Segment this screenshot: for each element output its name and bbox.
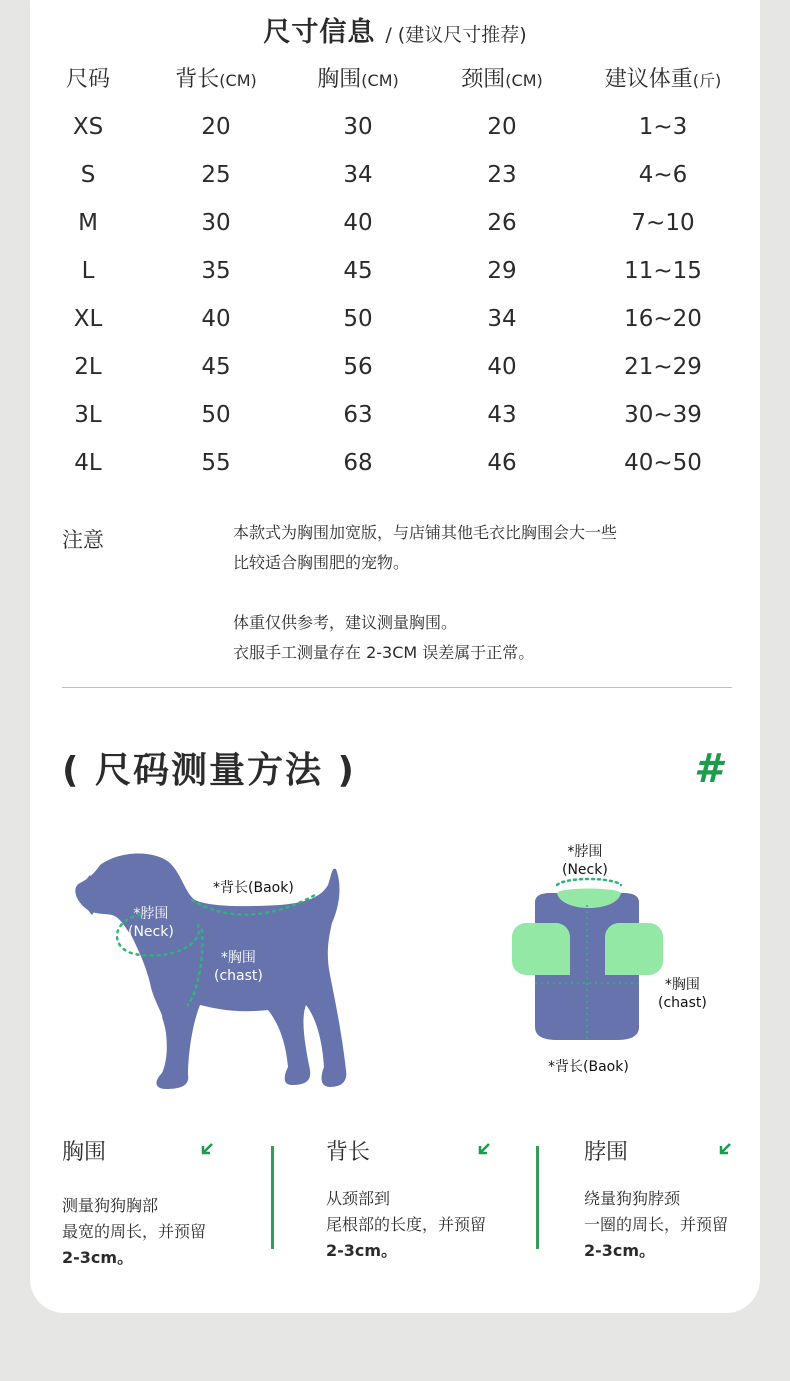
cell-neck: 29 [487, 258, 517, 284]
header-neck: 颈围(CM) [461, 67, 543, 92]
dog-label-back: *背长(Baok) [213, 880, 294, 896]
header-size: 尺码 [65, 67, 111, 92]
note-label: 注意 [62, 528, 104, 552]
cell-back: 55 [201, 450, 231, 476]
info-text-back: 从颈部到 尾根部的长度，并预留 2-3cm。 [326, 1189, 487, 1260]
cell-chest: 68 [343, 450, 373, 476]
cell-back: 40 [201, 306, 231, 332]
cell-weight: 21~29 [624, 354, 702, 380]
size-table-header [0, 62, 790, 102]
note-line: 本款式为胸围加宽版，与店铺其他毛衣比胸围会大一些 [233, 523, 618, 542]
cell-back: 20 [201, 114, 231, 140]
cell-weight: 16~20 [624, 306, 702, 332]
dog-label-chest: *胸围 (chast) [214, 950, 263, 984]
header-back-length: 背长(CM) [175, 67, 257, 92]
table-row [0, 450, 790, 490]
title-sub: / (建议尺寸推荐) [385, 24, 527, 46]
note-line: 衣服手工测量存在 2-3CM 误差属于正常。 [233, 643, 535, 662]
table-row [0, 114, 790, 154]
cell-chest: 30 [343, 114, 373, 140]
cell-neck: 23 [487, 162, 517, 188]
cell-chest: 34 [343, 162, 373, 188]
cell-size: 2L [74, 354, 102, 380]
cell-back: 30 [201, 210, 231, 236]
info-title-back: 背长 [326, 1140, 371, 1165]
cell-size: 3L [74, 402, 102, 428]
header-weight: 建议体重(斤) [604, 67, 722, 92]
cell-chest: 56 [343, 354, 373, 380]
cell-neck: 46 [487, 450, 517, 476]
note-line: 比较适合胸围肥的宠物。 [233, 553, 410, 572]
vest-label-neck: *脖围 (Neck) [562, 844, 608, 878]
page-title [0, 10, 790, 49]
cell-chest: 63 [343, 402, 373, 428]
table-row [0, 354, 790, 394]
cell-size: L [81, 258, 95, 284]
table-row [0, 210, 790, 250]
cell-neck: 26 [487, 210, 517, 236]
cell-size: XL [73, 306, 103, 332]
table-row [0, 402, 790, 442]
cell-chest: 50 [343, 306, 373, 332]
cell-chest: 40 [343, 210, 373, 236]
cell-chest: 45 [343, 258, 373, 284]
cell-back: 50 [201, 402, 231, 428]
cell-neck: 40 [487, 354, 517, 380]
hash-icon: # [694, 746, 722, 792]
arrow-down-left-icon [718, 1142, 732, 1156]
cell-back: 25 [201, 162, 231, 188]
cell-neck: 20 [487, 114, 517, 140]
info-title-chest: 胸围 [62, 1140, 107, 1165]
method-title: ( 尺码测量方法 ) [62, 750, 356, 791]
column-divider [271, 1146, 274, 1249]
table-row [0, 162, 790, 202]
cell-weight: 1~3 [638, 114, 688, 140]
cell-back: 45 [201, 354, 231, 380]
vest-label-back: *背长(Baok) [548, 1059, 629, 1075]
table-row [0, 306, 790, 346]
section-divider [62, 687, 732, 688]
dog-label-neck: *脖围 (Neck) [128, 906, 174, 940]
cell-weight: 4~6 [638, 162, 688, 188]
table-row [0, 258, 790, 298]
cell-weight: 30~39 [624, 402, 702, 428]
arrow-down-left-icon [477, 1142, 491, 1156]
cell-neck: 43 [487, 402, 517, 428]
cell-weight: 40~50 [624, 450, 702, 476]
column-divider [536, 1146, 539, 1249]
vest-label-chest: *胸围 (chast) [658, 977, 707, 1011]
info-text-chest: 测量狗狗胸部 最宽的周长，并预留 2-3cm。 [62, 1196, 207, 1267]
header-chest: 胸围(CM) [317, 67, 399, 92]
title-main: 尺寸信息 [263, 17, 376, 48]
cell-size: M [78, 210, 98, 236]
note-line: 体重仅供参考，建议测量胸围。 [233, 613, 458, 632]
cell-back: 35 [201, 258, 231, 284]
info-text-neck: 绕量狗狗脖颈 一圈的周长，并预留 2-3cm。 [584, 1189, 729, 1260]
arrow-down-left-icon [200, 1142, 214, 1156]
cell-size: 4L [74, 450, 102, 476]
cell-size: XS [72, 114, 104, 140]
cell-weight: 7~10 [631, 210, 695, 236]
cell-size: S [80, 162, 96, 188]
cell-neck: 34 [487, 306, 517, 332]
cell-weight: 11~15 [624, 258, 702, 284]
info-title-neck: 脖围 [584, 1140, 629, 1165]
